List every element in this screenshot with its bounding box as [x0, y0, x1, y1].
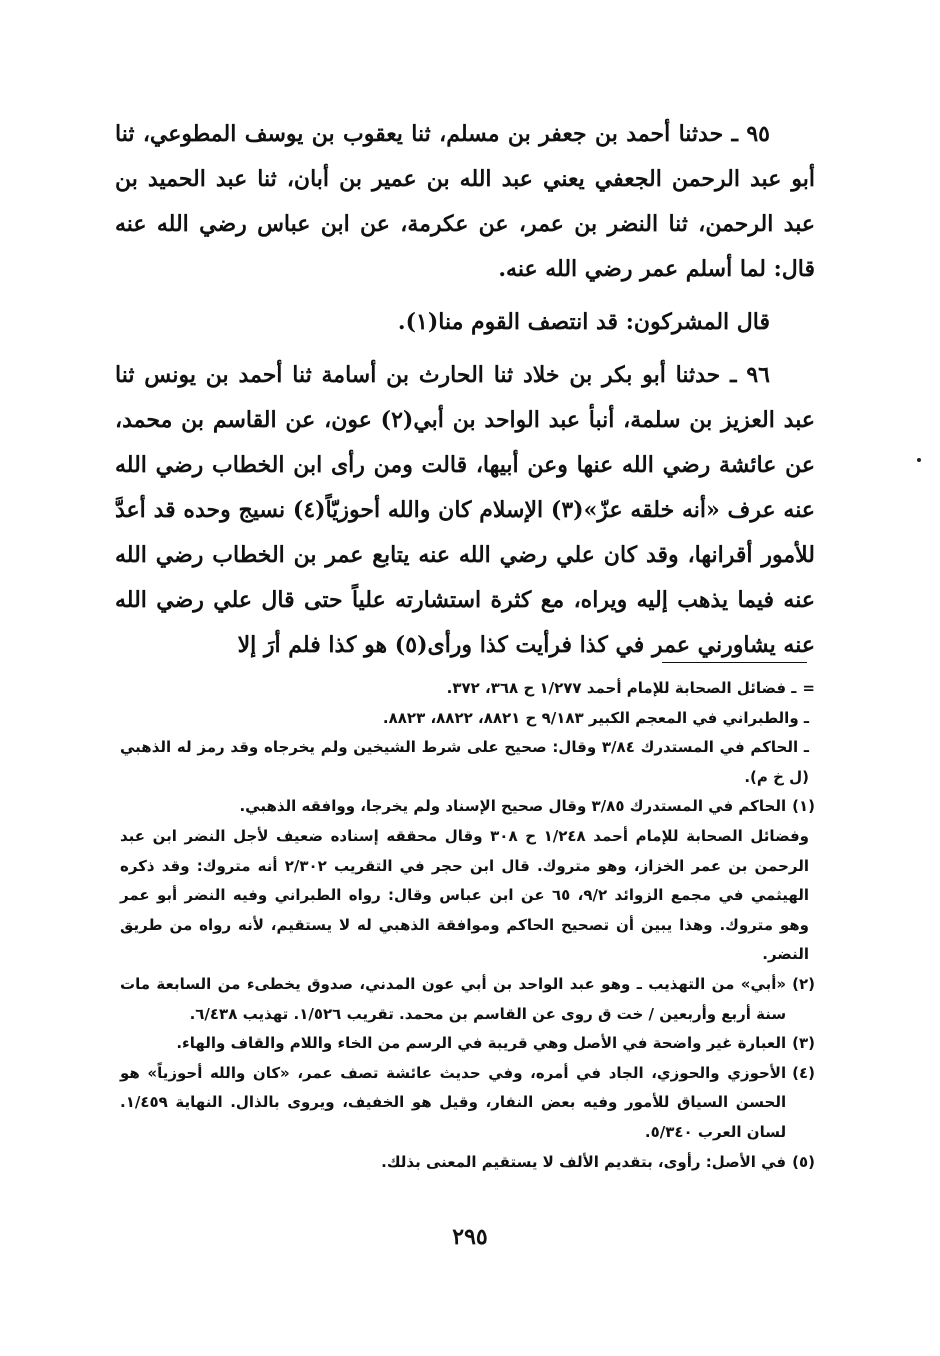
footnote-1 — [120, 792, 815, 822]
footnote-text: وفضائل الصحابة للإمام أحمد ١/٢٤٨ ح ٣٠٨ وقال محققه إسناده ضعيف لأجل النضر ابن عبد الرحمن بن عمر الخزاز، وهو متروك. قال ابن حجر في التقريب ٢/٣٠٢ أنه متروك: وقد ذكره الهيثمي في مجمع الزوائد ٩/٢، ٦٥ عن ابن عباس وقال: رواه الطبراني وفيه النضر أبو عمر وهو متروك. وهذا يبين أن تصحيح الحاكم وموافقة الذهبي له لا يستقيم، لأنه رواه من طريق النضر. — [120, 826, 810, 964]
footnote-5 — [120, 1148, 815, 1178]
hadith-95: ٩٥ ـ حدثنا أحمد بن جعفر بن مسلم، ثنا يعقوب بن يوسف المطوعي، ثنا أبو عبد الرحمن الجعفي يعني عبد الله بن عمير بن أبان، ثنا عبد الحميد بن عبد الرحمن، ثنا النضر بن عمر، عن عكرمة، عن ابن عباس رضي الله عنه قال: لما أسلم عمر رضي الله عنه. — [115, 121, 815, 282]
footnote-text: الأحوزي والحوزي، الجاد في أمره، وفي حديث عائشة تصف عمر، «كان والله أحوزياً» هو الحسن السياق للأمور وفيه بعض النفار، وقيل هو الخفيف، ويروى بالذال. النهاية ١/٤٥٩. لسان العرب ٥/٣٤٠. — [120, 1063, 787, 1141]
footnote-text: الحاكم في المستدرك ٣/٨٥ وقال صحيح الإسناد ولم يخرجا، ووافقه الذهبي. — [239, 797, 787, 816]
footnote-continued-2 — [120, 704, 815, 734]
footnote-text: العبارة غير واضحة في الأصل وهي قريبة في الرسم من الخاء واللام والقاف والهاء. — [176, 1034, 787, 1053]
hadith-96: ٩٦ ـ حدثنا أبو بكر بن خلاد ثنا الحارث بن أسامة ثنا أحمد بن يونس ثنا عبد العزيز بن سلمة، أنبأ عبد الواحد بن أبي(٢) عون، عن القاسم بن محمد، عن عائشة رضي الله عنها وعن أبيها، قالت ومن رأى ابن الخطاب رضي الله عنه عرف «أنه خلقه عزّ»(٣) الإسلام كان والله أحوزيّاً(٤) نسيج وحده قد أعدَّ للأمور أقرانها، وقد كان علي رضي الله عنه يتابع عمر بن الخطاب رضي الله عنه فيما يذهب إليه ويراه، مع كثرة استشارته علياً حتى قال علي رضي الله عنه يشاورني عمر في كذا فرأيت كذا ورأى(٥) هو كذا فلم أرَ إلا — [115, 362, 815, 658]
footnote-text: ـ فضائل الصحابة للإمام أحمد ١/٢٧٧ ح ٣٦٨، ٣٧٢. — [446, 679, 797, 697]
footnote-marker: (٢) — [792, 974, 815, 993]
footnote-3 — [120, 1029, 815, 1059]
footnote-marker: (٤) — [792, 1063, 815, 1082]
scan-speck — [917, 458, 921, 462]
footnote-4 — [120, 1059, 815, 1148]
footnote-text: في الأصل: رأوى، بتقديم الألف لا يستقيم المعنى بذلك. — [381, 1152, 787, 1171]
main-text — [115, 112, 815, 668]
footnote-marker: (٥) — [792, 1152, 815, 1171]
hadith-95-continuation: قال المشركون: قد انتصف القوم منا(١). — [397, 309, 770, 335]
footnote-separator — [662, 662, 807, 663]
footnote-text: ـ والطبراني في المعجم الكبير ٩/١٨٣ ح ٨٨٢١، ٨٨٢٢، ٨٨٢٣. — [382, 708, 809, 727]
footnote-1-continuation — [120, 822, 815, 970]
footnote-text: ـ الحاكم في المستدرك ٣/٨٤ وقال: صحيح على شرط الشيخين ولم يخرجاه وقد رمز له الذهبي (ل خ م). — [120, 738, 809, 786]
footnote-text: «أبي» من التهذيب ـ وهو عبد الواحد بن أبي عون المدني، صدوق يخطىء من السابعة مات سنة أربع وأربعين / خت ق روى عن القاسم بن محمد. تقريب ١/٥٢٦. تهذيب ٦/٤٣٨. — [120, 974, 787, 1023]
footnotes — [120, 674, 815, 1177]
footnote-marker: (١) — [792, 797, 815, 816]
footnote-marker: = — [802, 679, 815, 697]
footnote-continued-1 — [120, 674, 815, 704]
footnote-marker: (٣) — [792, 1034, 815, 1053]
footnote-2 — [120, 970, 815, 1029]
footnote-continued-3 — [120, 733, 815, 792]
page-number: ٢٩٥ — [452, 1224, 488, 1250]
